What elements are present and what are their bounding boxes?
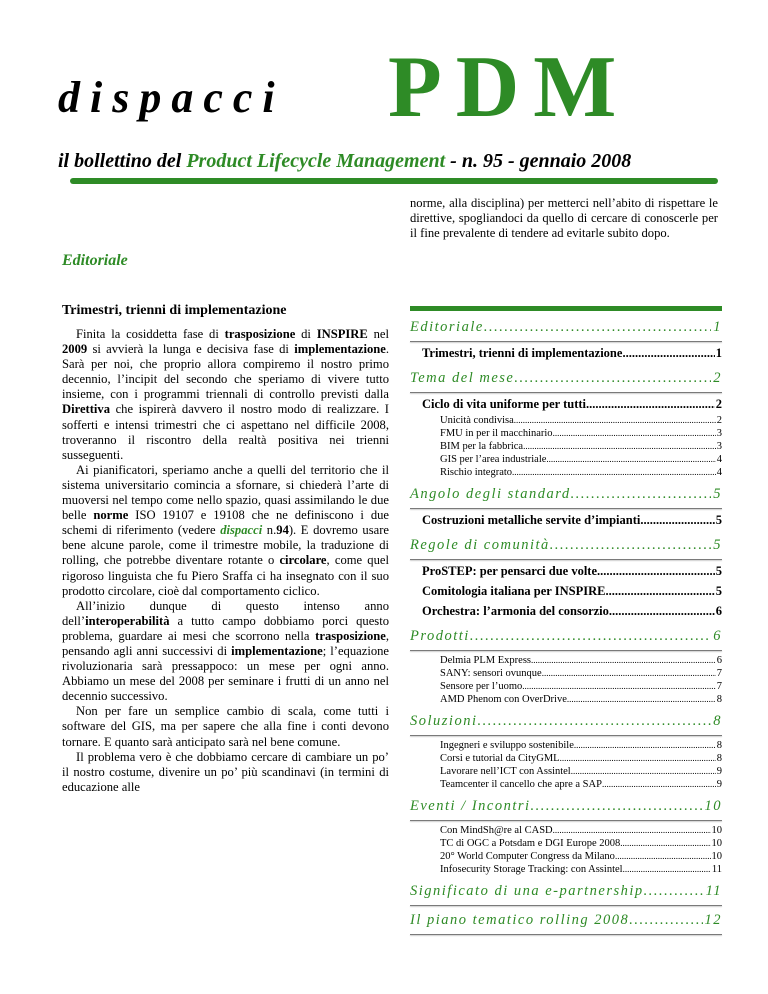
toc-subentry[interactable] (410, 838, 722, 851)
masthead (58, 38, 718, 138)
text-run: Non per fare un semplice cambio di scala, come tutti i software del GIS, ma per sapere che alla fine i conti devono tornare. E quanto sarà anticipato sarà nel bene comune. (62, 704, 389, 749)
toc-section-rule (410, 820, 722, 821)
text-run: ; l’equazione rivoluzionaria sarà pressappoco: un mese per ogni anno. Abbiamo un mese del 2008 per seminare i frutti di un anno nel decennio successivo. (62, 643, 390, 704)
article-paragraph (62, 599, 389, 705)
toc-subentry-page: 4 (716, 467, 722, 478)
toc-heading-page: 10 (704, 798, 722, 814)
toc-section-rule (410, 934, 722, 935)
toc-subentry-title: Rischio integrato (440, 467, 513, 478)
toc-entry-page: 5 (715, 513, 722, 527)
text-run: Finita la cosiddetta fase di (76, 327, 225, 341)
toc-heading-title: Angolo degli standard (410, 486, 571, 502)
toc-section (410, 319, 722, 364)
toc-entry[interactable] (410, 584, 722, 602)
toc-subentry-title: GIS per l’area industriale (440, 454, 547, 465)
toc-subentry-page: 8 (716, 694, 722, 705)
article-paragraph (62, 750, 389, 795)
toc-subentry-page: 10 (711, 825, 722, 836)
toc-heading-page: 12 (704, 912, 722, 928)
toc-subentry-page: 6 (716, 655, 722, 666)
toc-section-heading[interactable] (410, 486, 722, 506)
article-paragraph (62, 327, 389, 463)
toc-heading-title: Tema del mese (410, 370, 515, 386)
text-run: si avvierà la lunga e decisiva fase di (87, 342, 295, 357)
toc-section (410, 370, 722, 480)
toc-entry-title: Ciclo di vita uniforme per tutti (422, 397, 586, 411)
article-body (62, 327, 389, 795)
emphasis-text: dispacci (220, 523, 263, 538)
header-divider (70, 178, 718, 184)
toc-subentry-page: 7 (716, 668, 722, 679)
toc-section-rule (410, 650, 722, 651)
toc-subentry-title: FMU in per il macchinario (440, 428, 553, 439)
toc-section-rule (410, 508, 722, 509)
toc-subentry-page: 3 (716, 441, 722, 452)
toc-entry-page: 2 (715, 397, 722, 411)
toc-subentry-title: Ingegneri e sviluppo sostenibile (440, 740, 574, 751)
toc-subentry-title: 20° World Computer Congress da Milano (440, 851, 615, 862)
toc-subentry-title: Corsi e tutorial da CityGML (440, 753, 560, 764)
newsletter-subtitle (58, 150, 718, 173)
table-of-contents (410, 306, 722, 939)
toc-section-heading[interactable] (410, 537, 722, 557)
toc-subentry-title: Delmia PLM Express (440, 655, 531, 666)
text-run: All’inizio dunque di questo intenso anno dell’ (62, 598, 389, 628)
toc-section (410, 628, 722, 707)
article-title: Trimestri, trienni di implementazione (62, 303, 287, 318)
text-run: , pensando agli anni successivi di (62, 628, 389, 658)
text-run: . Sarà per noi, che proprio allora compiremo il nostro primo decennio, l’incipit del secondo che speriamo di vivere tutto insieme, con i programmi triennali di controllo previsti dalla (62, 342, 389, 402)
section-label: Editoriale (62, 252, 128, 269)
article-paragraph (62, 704, 389, 749)
toc-entry-title: Costruzioni metalliche servite d’impianti (422, 513, 641, 527)
emphasis-text: 94 (276, 523, 289, 538)
text-run: ISO 19107 e 19108 che ne definiscono i due schemi di riferimento (vedere (62, 508, 389, 538)
toc-heading-page: 11 (705, 883, 722, 899)
toc-entry-page: 5 (715, 564, 722, 578)
toc-section (410, 883, 722, 906)
toc-subentry[interactable] (410, 428, 722, 441)
text-run: Ai pianificatori, speriamo anche a quelli del territorio che il sistema universitario comincia a sfornare, si chiederà l’arte di muoversi nel tempo come nello spazio, quasi assimilando le due belle (62, 462, 389, 523)
emphasis-text: INSPIRE (316, 327, 368, 341)
toc-heading-page: 2 (713, 370, 722, 386)
toc-subentry[interactable] (410, 825, 722, 838)
toc-entry-page: 6 (715, 604, 722, 618)
toc-section-rule (410, 559, 722, 560)
toc-entry-page: 1 (715, 346, 722, 360)
toc-subentry-page: 9 (716, 779, 722, 790)
toc-entry-title: Orchestra: l’armonia del consorzio (422, 604, 609, 618)
emphasis-text: Direttiva (62, 402, 111, 417)
emphasis-text: trasposizione (224, 327, 296, 341)
emphasis-text: circolare (279, 553, 327, 568)
toc-section-rule (410, 905, 722, 906)
toc-subentry-page: 8 (716, 740, 722, 751)
toc-subentry[interactable] (410, 864, 722, 877)
toc-top-rule (410, 306, 722, 311)
toc-subentry-page: 2 (716, 415, 722, 426)
toc-heading-title: Significato di una e-partnership (410, 883, 644, 899)
toc-entry[interactable] (410, 564, 722, 582)
toc-section-heading[interactable] (410, 798, 722, 818)
article-continuation: norme, alla disciplina) per metterci nell’abito di rispettare le direttive, spogliandoci da quello di cercare di conoscerle per il fine prevalente di tendere ad evitarle subito dopo. (410, 196, 718, 241)
toc-entry-page: 5 (715, 584, 722, 598)
toc-subentry-title: Unicità condivisa (440, 415, 514, 426)
emphasis-text: 2009 (62, 342, 88, 357)
toc-subentry[interactable] (410, 655, 722, 668)
toc-subentry-page: 9 (716, 766, 722, 777)
toc-section-rule (410, 735, 722, 736)
toc-section (410, 912, 722, 935)
text-run: Il problema vero è che dobbiamo cercare di cambiare un po’ il nostro costume, divenire un po’ più scandinavi (in termini di educazione alle (62, 749, 389, 794)
toc-subentry-page: 7 (716, 681, 722, 692)
toc-section (410, 713, 722, 792)
toc-subentry-title: Teamcenter il cancello che apre a SAP (440, 779, 602, 790)
toc-subentry[interactable] (410, 740, 722, 753)
toc-subentry-page: 10 (711, 838, 722, 849)
toc-section-heading[interactable] (410, 628, 722, 648)
toc-subentry-title: AMD Phenom con OverDrive (440, 694, 567, 705)
toc-section (410, 537, 722, 622)
toc-section-heading[interactable] (410, 713, 722, 733)
toc-heading-page: 1 (713, 319, 722, 335)
toc-subentry-page: 11 (711, 864, 722, 875)
text-run: , come quel rigoroso linguista che fu Piero Sraffa ci ha insegnato con il suo prodotto circolare, cioè dal comportamento ciclico. (62, 553, 389, 598)
toc-entry[interactable] (410, 397, 722, 415)
toc-heading-page: 8 (713, 713, 722, 729)
toc-entry[interactable] (410, 513, 722, 531)
toc-subentry-title: Sensore per l’uomo (440, 681, 523, 692)
toc-subentry-title: TC di OGC a Potsdam e DGI Europe 2008 (440, 838, 621, 849)
toc-subentry-page: 8 (716, 753, 722, 764)
emphasis-text: trasposizione (315, 628, 386, 643)
toc-subentry[interactable] (410, 441, 722, 454)
toc-subentry-page: 4 (716, 454, 722, 465)
emphasis-text: interoperabilità (85, 613, 170, 628)
right-column (410, 196, 718, 241)
toc-section-rule (410, 341, 722, 342)
emphasis-text: implementazione (294, 342, 386, 357)
toc-subentry[interactable] (410, 668, 722, 681)
toc-subentry-title: Lavorare nell’ICT con Assintel (440, 766, 571, 777)
toc-subentry[interactable] (410, 753, 722, 766)
toc-section-heading[interactable] (410, 912, 722, 932)
toc-section (410, 486, 722, 531)
toc-heading-title: Prodotti (410, 628, 470, 644)
toc-entry[interactable] (410, 346, 722, 364)
text-run: di (295, 327, 317, 341)
toc-subentry[interactable] (410, 415, 722, 428)
toc-subentry[interactable] (410, 454, 722, 467)
toc-section-rule (410, 392, 722, 393)
toc-heading-page: 5 (713, 486, 722, 502)
toc-heading-title: Eventi / Incontri (410, 798, 531, 814)
toc-subentry[interactable] (410, 766, 722, 779)
toc-heading-page: 6 (713, 628, 722, 644)
toc-section-heading[interactable] (410, 883, 722, 903)
toc-subentry-title: Infosecurity Storage Tracking: con Assintel (440, 864, 623, 875)
subtitle-issue: - n. 95 - gennaio 2008 (445, 150, 632, 172)
toc-entry-title: ProSTEP: per pensarci due volte (422, 564, 597, 578)
toc-entry-title: Trimestri, trienni di implementazione (422, 346, 623, 360)
toc-entry-title: Comitologia italiana per INSPIRE (422, 584, 606, 598)
toc-section-heading[interactable] (410, 319, 722, 339)
toc-heading-title: Il piano tematico rolling 2008 (410, 912, 630, 928)
article-paragraph (62, 463, 389, 599)
toc-subentry[interactable] (410, 681, 722, 694)
subtitle-accent: Product Lifecycle Management (186, 150, 446, 172)
masthead-brand-logo: PDM (388, 39, 631, 136)
toc-subentry-page: 10 (711, 851, 722, 862)
toc-heading-title: Soluzioni (410, 713, 478, 729)
toc-subentry[interactable] (410, 779, 722, 792)
toc-subentry-title: Con MindSh@re al CASD (440, 825, 553, 836)
emphasis-text: implementazione (231, 643, 323, 658)
toc-subentry[interactable] (410, 851, 722, 864)
subtitle-prefix: il bollettino del (58, 150, 187, 172)
toc-heading-page: 5 (713, 537, 722, 553)
toc-heading-title: Editoriale (410, 319, 484, 335)
text-run: ). E dovremo usare bene alcune parole, come il trimestre mobile, la traduzione di rolling, che potrebbe diventare rotante o (62, 523, 390, 568)
toc-subentry[interactable] (410, 467, 722, 480)
toc-subentry-title: SANY: sensori ovunque (440, 668, 542, 679)
toc-entry[interactable] (410, 604, 722, 622)
toc-section (410, 798, 722, 877)
text-run: nel (367, 327, 389, 341)
toc-subentry-page: 3 (716, 428, 722, 439)
text-run: a tutto campo dobbiamo porci questo problema, guardare ai mesi che scorrono nella (62, 613, 389, 643)
emphasis-text: norme (93, 508, 129, 523)
toc-heading-title: Regole di comunità (410, 537, 550, 553)
text-run: n. (262, 523, 277, 538)
toc-subentry[interactable] (410, 694, 722, 707)
masthead-word: dispacci (58, 73, 285, 122)
toc-section-heading[interactable] (410, 370, 722, 390)
toc-subentry-title: BIM per la fabbrica (440, 441, 524, 452)
text-run: che ispirerà davvero il nostro modo di realizzare. I sofferti e intensi trimestri che ci aspettano nel difficile 2008, troveranno il riscontro della realtà positiva nei trienni susseguenti. (62, 402, 389, 462)
